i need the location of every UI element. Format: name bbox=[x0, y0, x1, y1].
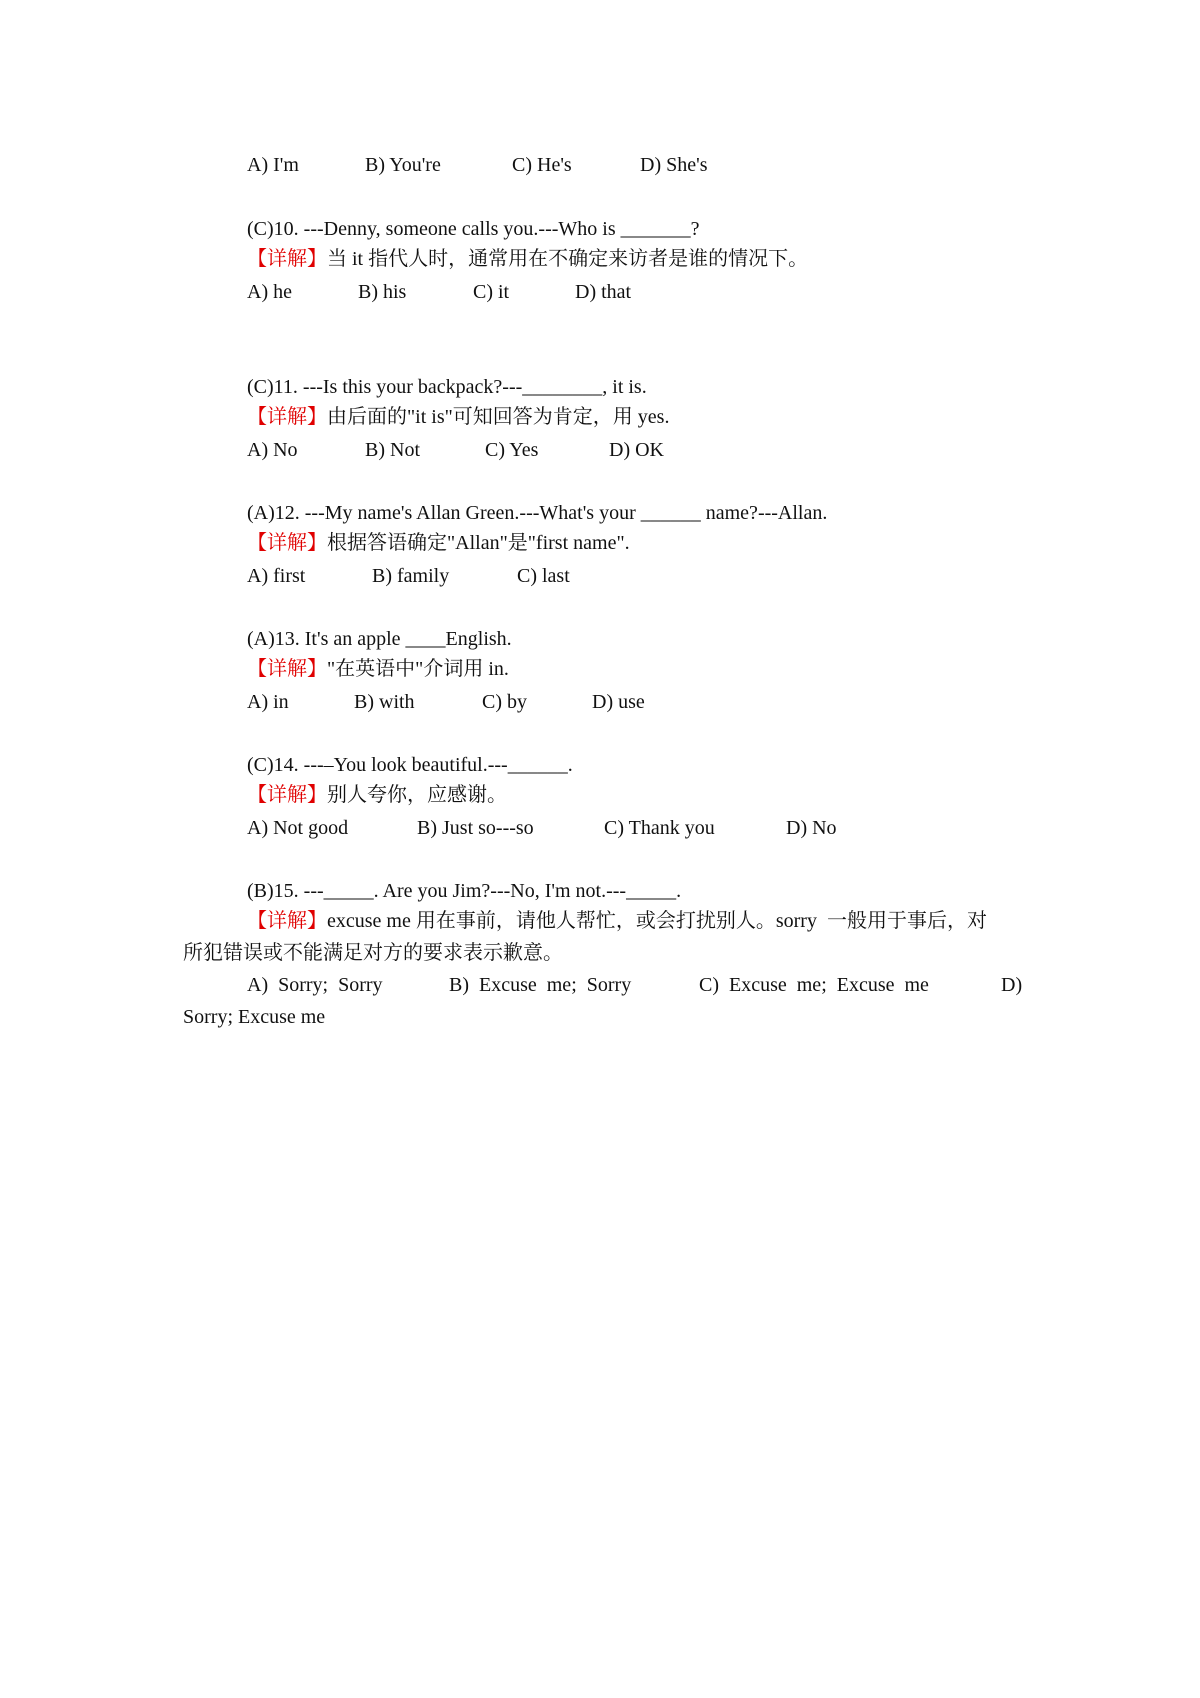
q11-question: (C)11. ---Is this your backpack?---________, it is. bbox=[247, 376, 647, 398]
q15-option-d-cont: Sorry; Excuse me bbox=[183, 1006, 326, 1028]
option-a: A) in bbox=[247, 691, 289, 713]
q12-detail bbox=[247, 530, 630, 556]
option-d: D) OK bbox=[609, 439, 664, 461]
q10-detail bbox=[247, 246, 808, 272]
q15-detail bbox=[247, 908, 987, 934]
option-d: D) that bbox=[575, 281, 632, 303]
option-c: C) Thank you bbox=[604, 817, 715, 839]
q15-detail-cont: 所犯错误或不能满足对方的要求表示歉意。 bbox=[183, 942, 563, 964]
detail-text: 别人夸你，应感谢。 bbox=[327, 784, 507, 806]
option-a: A) first bbox=[247, 565, 306, 587]
detail-text: excuse me 用在事前，请他人帮忙，或会打扰别人。sorry 一般用于事后，对 bbox=[327, 910, 987, 932]
option-d: D) She's bbox=[640, 154, 708, 176]
detail-tag: 【详解】 bbox=[247, 784, 327, 806]
q15-question: (B)15. ---_____. Are you Jim?---No, I'm not.---_____. bbox=[247, 880, 682, 902]
q10-question: (C)10. ---Denny, someone calls you.---Who is _______? bbox=[247, 218, 700, 240]
option-c: C) Yes bbox=[485, 439, 539, 461]
option-b: B) Excuse me; Sorry bbox=[449, 974, 632, 996]
detail-text: 当 it 指代人时，通常用在不确定来访者是谁的情况下。 bbox=[327, 248, 809, 270]
q14-detail bbox=[247, 782, 507, 808]
detail-text: 由后面的"it is"可知回答为肯定，用 yes. bbox=[327, 406, 670, 428]
option-b: B) Just so---so bbox=[417, 817, 534, 839]
option-d: D) No bbox=[786, 817, 837, 839]
option-a: A) Not good bbox=[247, 817, 349, 839]
detail-tag: 【详解】 bbox=[247, 406, 327, 428]
option-a: A) I'm bbox=[247, 154, 299, 176]
option-c: C) by bbox=[482, 691, 527, 713]
option-c: C) it bbox=[473, 281, 510, 303]
option-b: B) Not bbox=[365, 439, 420, 461]
option-d: D) use bbox=[592, 691, 645, 713]
q13-detail bbox=[247, 656, 509, 682]
q13-question: (A)13. It's an apple ____English. bbox=[247, 628, 512, 650]
detail-text: 根据答语确定"Allan"是"first name". bbox=[327, 532, 630, 554]
option-a: A) Sorry; Sorry bbox=[247, 974, 383, 996]
option-b: B) family bbox=[372, 565, 450, 587]
option-c: C) He's bbox=[512, 154, 572, 176]
option-d: D) bbox=[1001, 974, 1023, 996]
option-a: A) No bbox=[247, 439, 298, 461]
q12-question: (A)12. ---My name's Allan Green.---What's your ______ name?---Allan. bbox=[247, 502, 828, 524]
option-b: B) You're bbox=[365, 154, 441, 176]
option-a: A) he bbox=[247, 281, 292, 303]
detail-tag: 【详解】 bbox=[247, 532, 327, 554]
detail-text: "在英语中"介词用 in. bbox=[327, 658, 509, 680]
detail-tag: 【详解】 bbox=[247, 910, 327, 932]
detail-tag: 【详解】 bbox=[247, 248, 327, 270]
option-b: B) his bbox=[358, 281, 407, 303]
q11-detail bbox=[247, 404, 669, 430]
q14-question: (C)14. ---–You look beautiful.---______. bbox=[247, 754, 573, 776]
detail-tag: 【详解】 bbox=[247, 658, 327, 680]
option-c: C) Excuse me; Excuse me bbox=[699, 974, 929, 996]
option-b: B) with bbox=[354, 691, 415, 713]
option-c: C) last bbox=[517, 565, 570, 587]
